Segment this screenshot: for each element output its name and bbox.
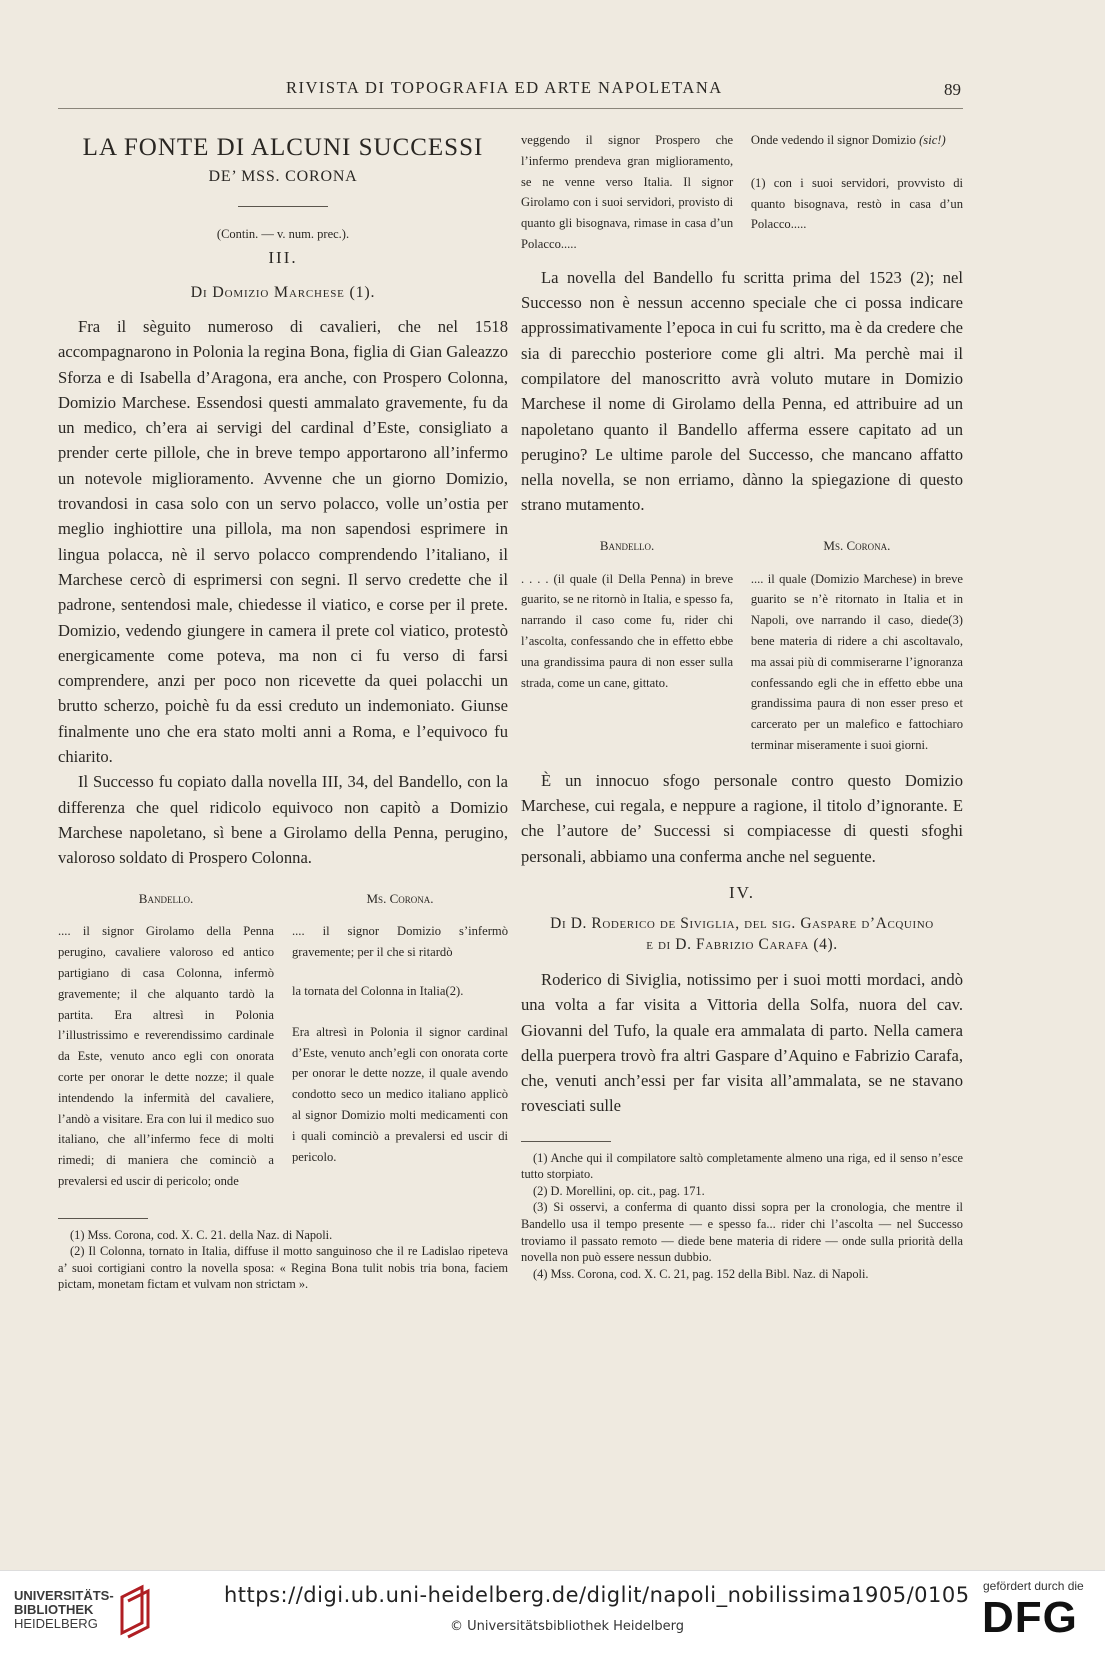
- continuation-note: (Contin. — v. num. prec.).: [216, 227, 350, 241]
- section-title-4-line2: e di D. Fabrizio Carafa (4).: [646, 935, 838, 953]
- section-numeral-4: IV.: [729, 882, 755, 902]
- continuation-text-bandello: veggendo il signor Prospero che l’infermo prendeva gran miglioramento, se ne venne verso Italia. Il signor Girolamo con i suoi servidori, provisto di quanto gli bisognava, rimase in casa d’un Polacco.....: [521, 133, 734, 251]
- parallel-text-corona-2: .... il quale (Domizio Marchese) in breve guarito se n’è ritornato in Italia et in Napoli, ove narrando il caso, diede(3) bene materia di ridere a chi ascoltavalo, ma assai più di commiserarne l’ignoranza confessando egli che in effetto ebbe una grandissima paura di non esser preso et carcerato per un malefico e fattochiaro terminar miseramente i suoi giorni.: [750, 571, 963, 752]
- section-numeral-3: III.: [268, 248, 298, 267]
- sic-note: (sic!): [919, 133, 946, 147]
- paragraph: Fra il sèguito numeroso di cavalieri, che nel 1518 accompagnarono in Polonia la regina Bona, figlia di Gian Galeazzo Sforza e di Isabella d’Aragona, era anche, con Prospero Colonna, Domizio Marchese. Essendosi questi ammalato gravemente, fu da un medico, ch’era ai servigi del cardinal d’Este, consigliato a prender certe pillole, che in breve tempo apportarono all’infermo un notevole miglioramento. Avvenne che un giorno Domizio, trovandosi in casa solo con un servo polacco, volle un’ostia per meglio inghiottire una pillola, ma non sapendosi esprimere in lingua polacca, nè il servo polacco comprendendo l’italiano, il Marchese cercò di esprimersi con segni. Il servo credette che il padrone, sentendosi male, chiedesse il viatico, e corse per il prete. Domizio, vedendo giungere in camera il prete col viatico, protestò energicamente come poteva, ma non ci fu verso di farsi comprendere, anzi per poco non ricevette da quei polacchi un brutto scherzo, poichè fu da essi creduto un indemoniato. Giunse finalmente uno che era stato molti anni a Roma, e l’equivoco fu chiarito.: [58, 317, 508, 767]
- footnote: (2) Il Colonna, tornato in Italia, diffuse il motto sanguinoso che il re Ladislao ripeteva a’ suoi cortigiani contro la novella sposa: « Regina Bona tulit nobis tria bona, faciem pictam, monetam fictam et vulvam non strictam ».: [58, 1244, 508, 1292]
- running-title: RIVISTA DI TOPOGRAFIA ED ARTE NAPOLETANA: [286, 78, 723, 97]
- section-title-4: [521, 913, 963, 955]
- section-title-4-line1: Di D. Roderico de Siviglia, del sig. Gaspare d’Acquino: [550, 914, 934, 932]
- paragraph: La novella del Bandello fu scritta prima del 1523 (2); nel Successo non è nessun accenno speciale che ci possa indicare approssimativamente l’epoca in cui fu scritto, ma è da credere che sia di parecchio posteriore come gli altri. Ma perchè mai il compilatore del manoscritto avrà voluto mutare in Domizio Marchese il nome di Girolamo della Penna, ed attribuire ad un napoletano quanto il Bandello afferma essere capitato ad un perugino? Le ultime parole del Successo, che mancano affatto nella novella, se non erriamo, dànno la spiegazione di questo strano mutamento.: [521, 267, 963, 515]
- parallel-text-bandello: .... il signor Girolamo della Penna perugino, cavaliere valoroso ed antico partigiano di casa Colonna, infermò gravemente; il che alquanto tardò la partita. Era altresì in Polonia l’illustrissimo e reverendissimo cardinale da Este, venuto anco egli con onorata corte per onorar le dette nozze; il quale intendendo la infermità del cavaliere, l’andò a visitare. Era con lui il medico suo italiano, che all’infermo fece di molti rimedi; di maniera che cominciò a prevalersi ed uscir di pericolo; onde: [58, 924, 274, 1188]
- continuation-left: [521, 130, 733, 255]
- parallel-head-bandello-2: Bandello.: [599, 537, 655, 553]
- section-title-3-text: Di Domizio Marchese: [190, 284, 345, 301]
- library-name-line3: HEIDELBERG: [14, 1616, 98, 1631]
- library-name-line1: UNIVERSITÄTS-: [14, 1588, 114, 1603]
- parallel-right: [292, 889, 508, 1192]
- footnote-rule: [58, 1218, 148, 1219]
- library-logo[interactable]: [14, 1589, 114, 1631]
- continuation-right: [751, 130, 963, 255]
- funding-note: gefördert durch die: [983, 1579, 1084, 1593]
- section-title-3: [58, 284, 508, 302]
- copyright-text: © Universitätsbibliothek Heidelberg: [450, 1619, 685, 1634]
- continuation-text-corona-b: (1) con i suoi servidori, provvisto di quanto bisognava, restò in casa d’un Polacco.....: [750, 175, 963, 232]
- parallel-head-bandello: Bandello.: [138, 890, 194, 906]
- footnote: (3) Si osservi, a conferma di quanto dissi sopra per la cronologia, che mentre il Bandello usa il tempo presente — e spesso fa... rider chi l’ascolta — nel Successo troviamo il passato remoto — diede bene materia di ridere — onde sulla priorità della novella non può essere nessun dubbio.: [521, 1200, 963, 1265]
- footnote: (1) Mss. Corona, cod. X. C. 21. della Naz. di Napoli.: [70, 1227, 333, 1242]
- parallel-text-corona-c: Era altresì in Polonia il signor cardinal d’Este, venuto anch’egli con onorata corte per onorar le dette nozze, il quale avendo condotto seco un medico italiano applicò al signor Domizio molti medicamenti con i quali cominciò a prevalersi ed uscir di pericolo.: [292, 1024, 508, 1164]
- parallel-head-corona: Ms. Corona.: [366, 890, 434, 906]
- parallel-left: [58, 889, 274, 1192]
- parallel-right-2: [751, 536, 963, 756]
- parallel-continuation: [521, 130, 963, 255]
- title-rule: [238, 206, 328, 207]
- paragraph: È un innocuo sfogo personale contro questo Domizio Marchese, cui regala, e neppure a ragione, il titolo d’ignorante. E che l’autore de’ Successi si compiacesse di questi sfoghi personali, abbiamo una conferma anche nel seguente.: [521, 770, 963, 866]
- left-column: [58, 130, 508, 1293]
- permalink-url[interactable]: https://digi.ub.uni-heidelberg.de/diglit/napoli_nobilissima1905/0105: [224, 1583, 970, 1607]
- parallel-head-corona-2: Ms. Corona.: [823, 537, 891, 553]
- page-number: 89: [944, 80, 961, 99]
- viewer-footer: [0, 1570, 1105, 1653]
- library-name-line2: BIBLIOTHEK: [14, 1602, 94, 1617]
- article-subtitle: DE’ MSS. CORONA: [208, 168, 358, 185]
- footnote: (4) Mss. Corona, cod. X. C. 21, pag. 152 della Bibl. Naz. di Napoli.: [533, 1266, 869, 1281]
- header-rule: [58, 108, 963, 109]
- paragraph: Roderico di Siviglia, notissimo per i suoi motti mordaci, andò una volta a far visita a Vittoria della Solfa, nuora del cav. Giovanni del Tufo, la quale era ammalata di parto. Nella camera della puerpera trovò fra altri Gaspare d’Aquino e Fabrizio Carafa, che, venuti anch’essi per far visita all’ammalata, se ne stavano rovesciati sulle: [521, 969, 963, 1116]
- library-emblem-icon: [112, 1583, 156, 1639]
- dfg-logo[interactable]: DFG: [982, 1593, 1078, 1642]
- parallel-texts-1: [58, 889, 508, 1192]
- parallel-texts-2: [521, 536, 963, 756]
- footnote: (1) Anche qui il compilatore saltò completamente almeno una riga, ed il senso n’esce tutto storpiato.: [521, 1150, 963, 1182]
- footnote-rule-right: [521, 1141, 611, 1142]
- right-column: [521, 130, 963, 1282]
- article-title: LA FONTE DI ALCUNI SUCCESSI: [82, 134, 484, 161]
- parallel-left-2: [521, 536, 733, 756]
- paragraph: Il Successo fu copiato dalla novella III, 34, del Bandello, con la differenza che quel ridicolo equivoco non capitò a Domizio Marchese napoletano, sì bene a Girolamo della Penna, perugino, valoroso soldato di Prospero Colonna.: [58, 772, 508, 868]
- parallel-text-corona-a: .... il signor Domizio s’infermò gravemente; per il che si ritardò: [292, 924, 508, 960]
- parallel-text-bandello-2: . . . . (il quale (il Della Penna) in breve guarito, se ne ritornò in Italia, e spesso fa, narrando il caso come fu, rider chi l’ascolta, confessando che in effetto ebbe una grandissima paura di non esser sulla strada, come un cane, gittato.: [521, 571, 734, 690]
- continuation-text-corona-a: Onde vedendo il signor Domizio: [750, 133, 916, 147]
- section-title-3-note: (1).: [349, 284, 376, 301]
- parallel-text-corona-b: la tornata del Colonna in Italia(2).: [292, 983, 464, 998]
- footnote: (2) D. Morellini, op. cit., pag. 171.: [533, 1183, 705, 1198]
